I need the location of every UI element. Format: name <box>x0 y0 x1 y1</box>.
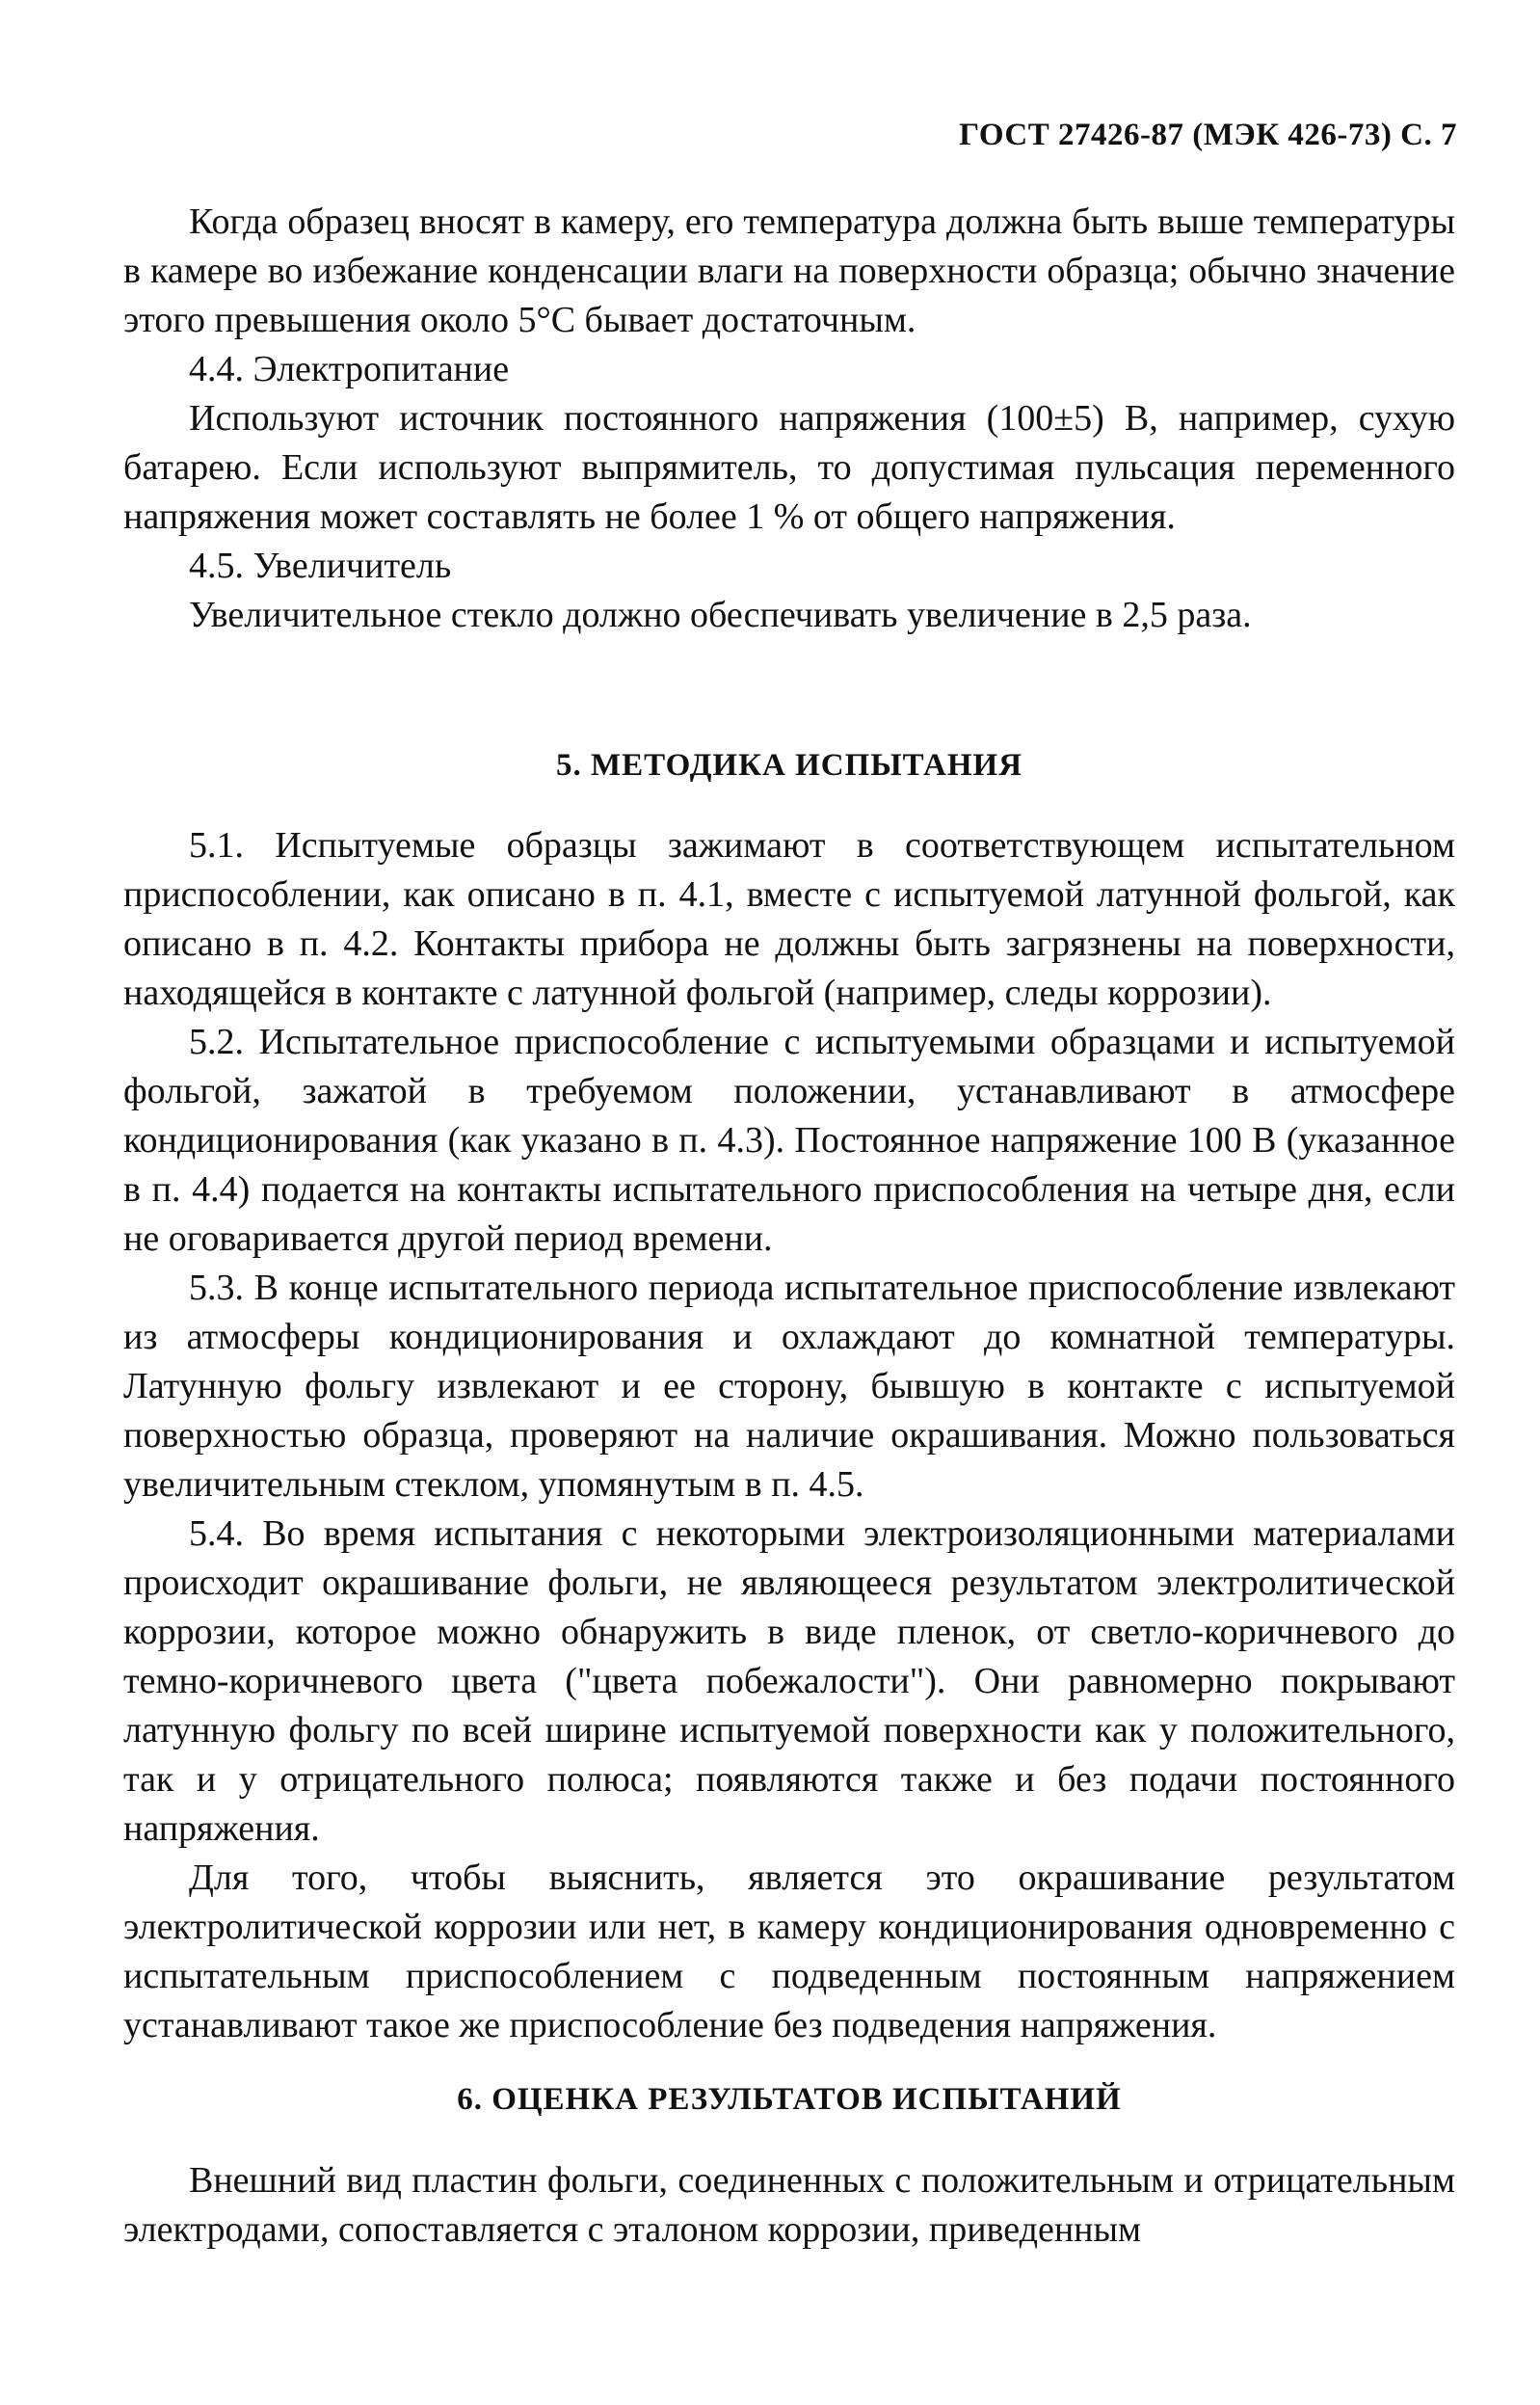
paragraph-5-4-continued: Для того, чтобы выяснить, является это окрашивание результатом электролитической коррозии или нет, в камеру кондиционирования одновременно с испытательным приспособлением с подведенным постоянным напряжением устанавливают такое же приспособление без подведения напряжения. <box>123 1857 1455 2045</box>
section-6-heading: 6. ОЦЕНКА РЕЗУЛЬТАТОВ ИСПЫТАНИЙ <box>457 2082 1122 2117</box>
block-4-3-to-4-5 <box>123 198 1455 640</box>
paragraph-4-5: Увеличительное стекло должно обеспечивать увеличение в 2,5 раза. <box>189 595 1252 635</box>
section-5-heading: 5. МЕТОДИКА ИСПЫТАНИЯ <box>555 748 1023 783</box>
paragraph-5-2: 5.2. Испытательное приспособление с испытуемыми образцами и испытуемой фольгой, зажатой в требуемом положении, устанавливают в атмосфере кондиционирования (как указано в п. 4.3). Постоянное напряжение 100 В (указанное в п. 4.4) подается на контакты испытательного приспособления на четыре дня, если не оговаривается другой период времени. <box>123 1022 1455 1259</box>
paragraph-4-3-continued: Когда образец вносят в камеру, его температура должна быть выше температуры в камере во избежание конденсации влаги на поверхности образца; обычно значение этого превышения около 5°С бывает достаточным. <box>123 201 1455 340</box>
paragraph-5-3: 5.3. В конце испытательного периода испытательное приспособление извлекают из атмосферы кондиционирования и охлаждают до комнатной температуры. Латунную фольгу извлекают и ее сторону, бывшую в контакте с испытуемой поверхностью образца, проверяют на наличие окрашивания. Можно пользоваться увеличительным стеклом, упомянутым в п. 4.5. <box>123 1268 1455 1505</box>
subheading-4-4: 4.4. Электропитание <box>189 349 510 389</box>
running-header: ГОСТ 27426-87 (МЭК 426-73) С. 7 <box>959 118 1457 152</box>
paragraph-5-1: 5.1. Испытуемые образцы зажимают в соответствующем испытательном приспособлении, как описано в п. 4.1, вместе с испытуемой латунной фольгой, как описано в п. 4.2. Контакты прибора не должны быть загрязнены на поверхности, находящейся в контакте с латунной фольгой (например, следы коррозии). <box>123 825 1455 1013</box>
subheading-4-5: 4.5. Увеличитель <box>189 546 452 586</box>
section-5-body <box>123 821 1455 2050</box>
paragraph-5-4: 5.4. Во время испытания с некоторыми электроизоляционными материалами происходит окрашивание фольги, не являющееся результатом электролитической коррозии, которое можно обнаружить в виде пленок, от светло-коричневого до темно-коричневого цвета ("цвета побежалости"). Они равномерно покрывают латунную фольгу по всей ширине испытуемой поверхности как у положительного, так и у отрицательного полюса; появляются также и без подачи постоянного напряжения. <box>123 1513 1455 1849</box>
paragraph-6-1: Внешний вид пластин фольги, соединенных с положительным и отрицательным электродами, сопоставляется с эталоном коррозии, приведенным <box>123 2160 1455 2250</box>
section-6-body <box>123 2156 1455 2255</box>
paragraph-4-4: Используют источник постоянного напряжения (100±5) В, например, сухую батарею. Если используют выпрямитель, то допустимая пульсация переменного напряжения может составлять не более 1 % от общего напряжения. <box>123 398 1455 537</box>
